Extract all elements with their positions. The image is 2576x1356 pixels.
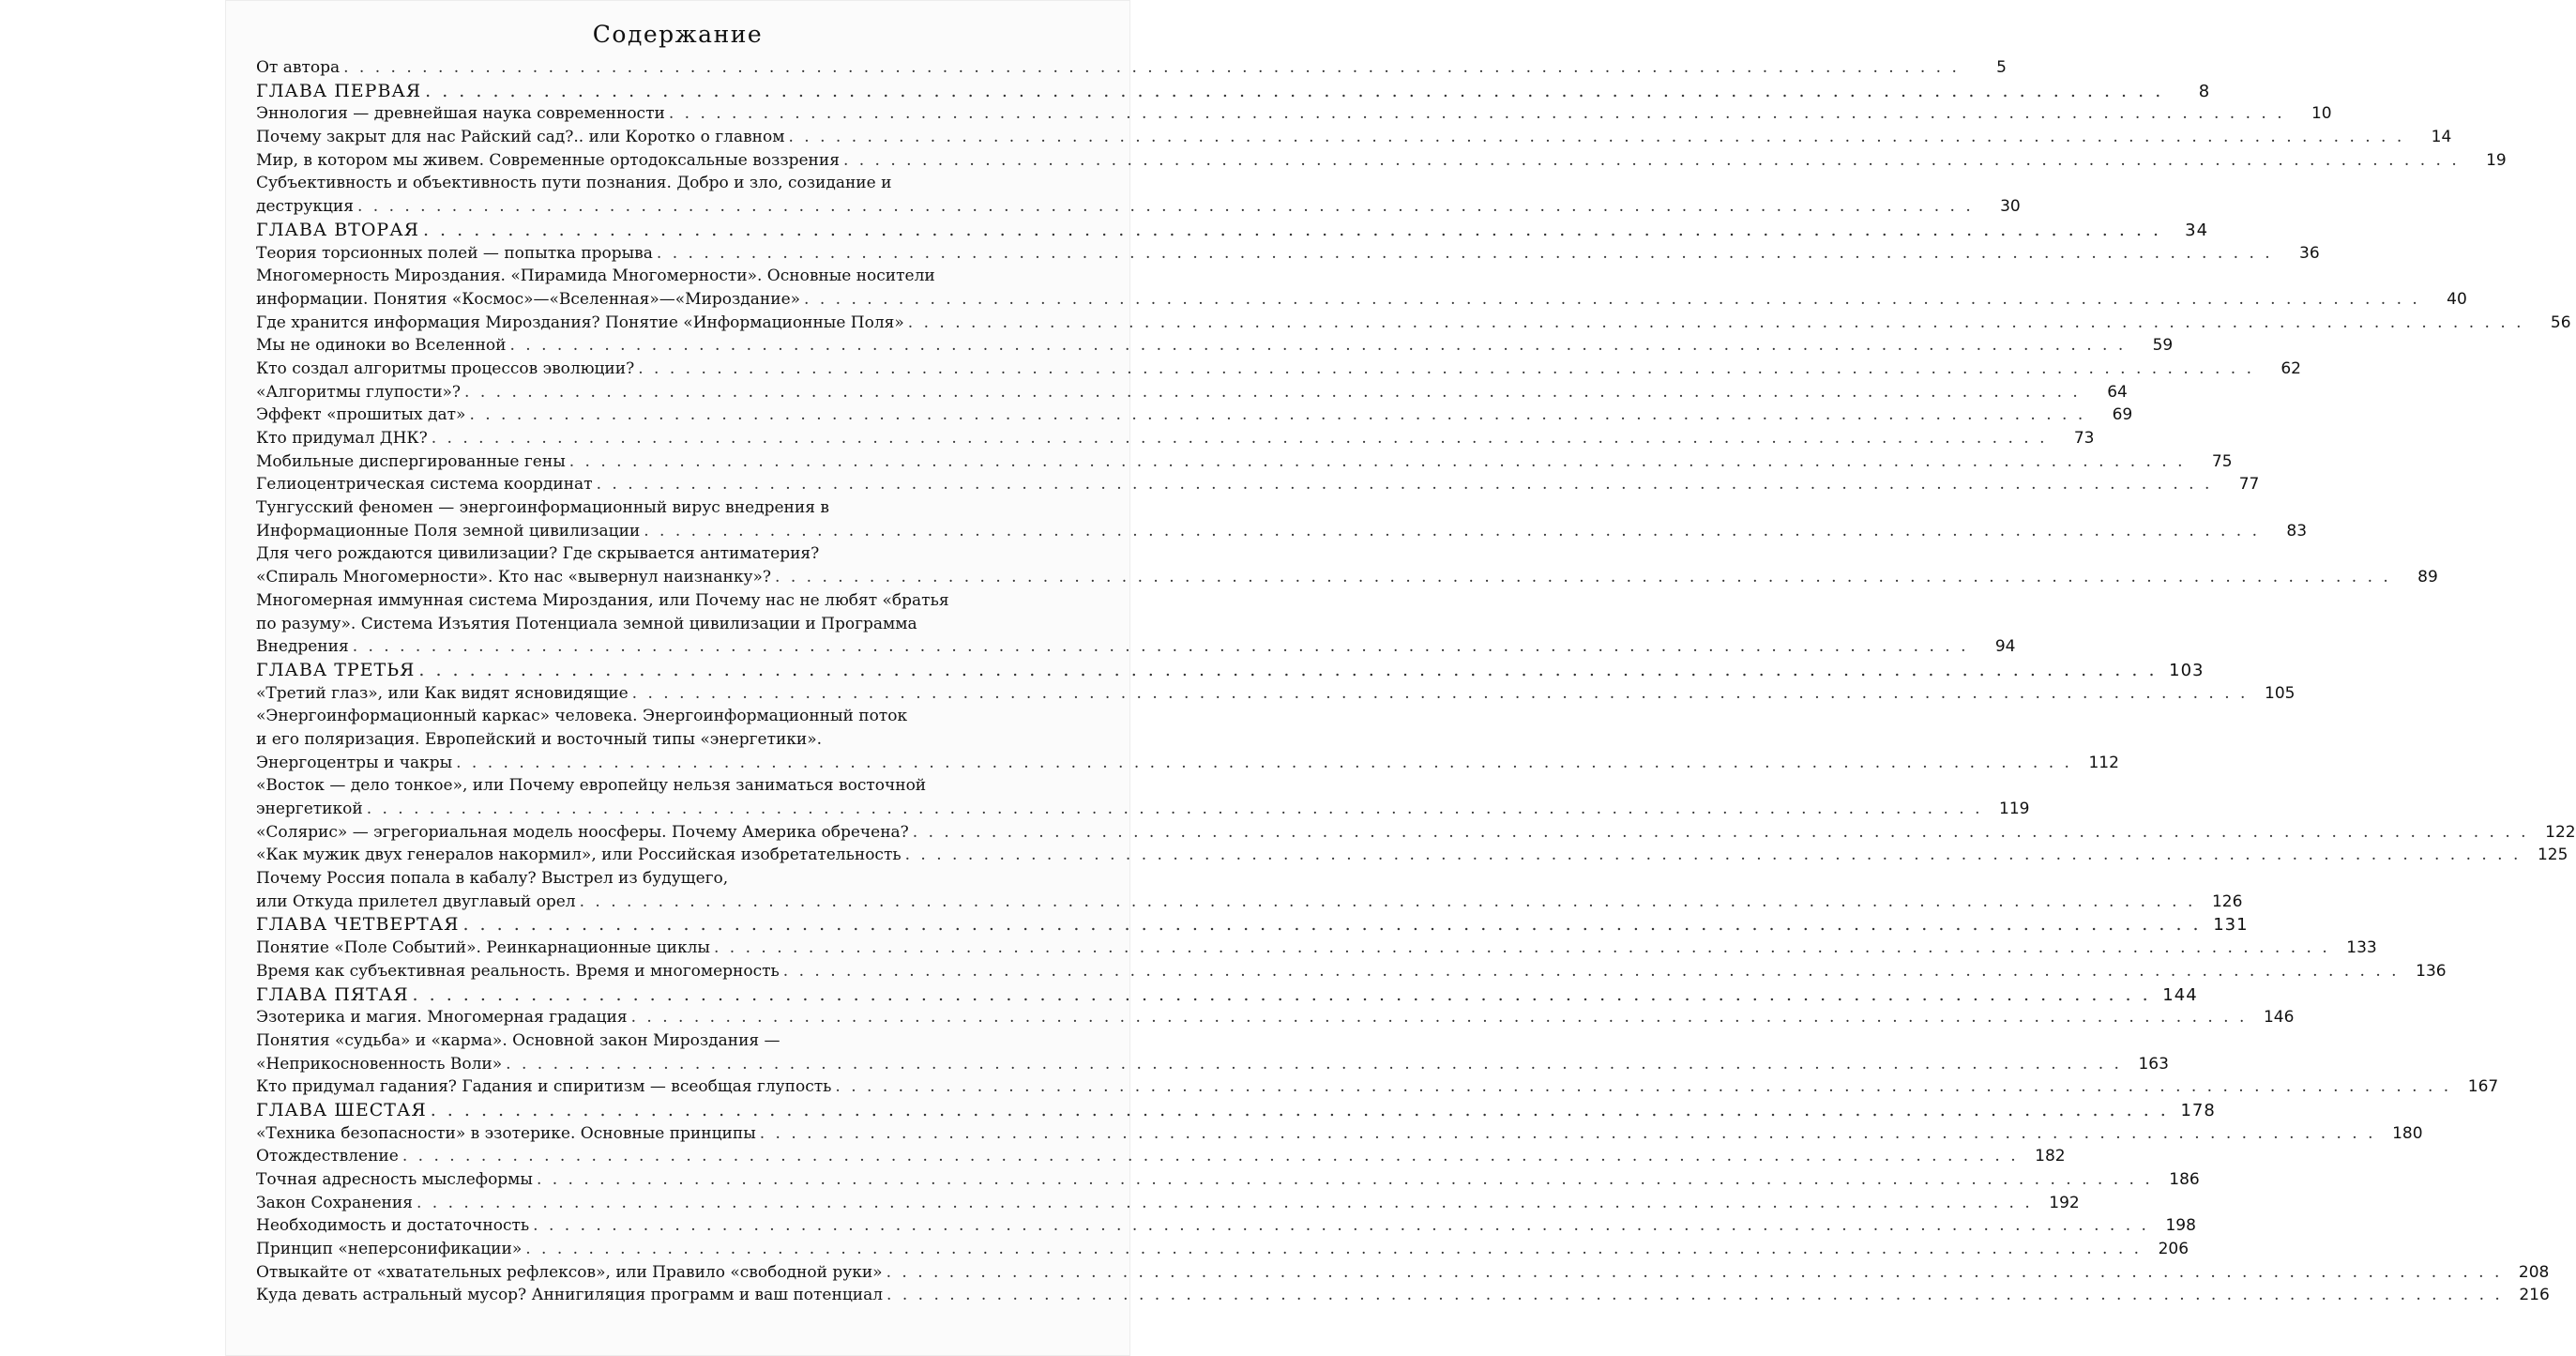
page-number: 136 bbox=[2416, 961, 2447, 981]
entry-title: Для чего рождаются цивилизации? Где скрывается антиматерия? bbox=[256, 544, 820, 564]
entry-title: «Восток — дело тонкое», или Почему европейцу нельзя заниматься восточной bbox=[256, 776, 927, 796]
dot-leader: . . . . . . . . . . . . . . . . . . . . . . . . . . . . . . . . . . . . . . . . . . . . . . . . . . . . . . . . . . . . . . . . . . . . . . . . . . . . . . . . . . . . . . . . . . . . . . . . . . . . . . . bbox=[430, 1099, 2169, 1120]
page-number: 83 bbox=[2286, 521, 2308, 541]
toc-line bbox=[256, 566, 2438, 589]
toc-entry bbox=[256, 172, 2021, 218]
toc-line bbox=[256, 102, 2332, 126]
entry-title: Точная адресность мыслеформы bbox=[256, 1170, 533, 1189]
toc-line bbox=[256, 1006, 2295, 1029]
toc-line bbox=[256, 381, 2128, 404]
toc-line bbox=[256, 496, 1070, 520]
entry-title: Понятие «Поле Событий». Реинкарнационные циклы bbox=[256, 938, 710, 958]
toc-line bbox=[256, 937, 2377, 960]
toc-entry bbox=[256, 937, 2377, 960]
dot-leader: . . . . . . . . . . . . . . . . . . . . . . . . . . . . . . . . . . . . . . . . . . . . . . . . . . . . . . . . . . . . . . . . . . . . . . . . . . . . . . . . . . . . . . . . . . . . . . . . . . . . . . . bbox=[366, 800, 1983, 818]
page-number: 19 bbox=[2486, 150, 2507, 170]
dot-leader: . . . . . . . . . . . . . . . . . . . . . . . . . . . . . . . . . . . . . . . . . . . . . . . . . . . . . . . . . . . . . . . . . . . . . . . . . . . . . . . . . . . . . . . . . . . . . . . . . . . . . . . bbox=[912, 822, 2529, 842]
dot-leader: . . . . . . . . . . . . . . . . . . . . . . . . . . . . . . . . . . . . . . . . . . . . . . . . . . . . . . . . . . . . . . . . . . . . . . . . . . . . . . . . . . . . . . . . . . . . . . . . . . . . . . . bbox=[644, 521, 2261, 541]
entry-title: информации. Понятия «Космос»—«Вселенная»—«Мироздание» bbox=[256, 289, 801, 309]
page-number: 14 bbox=[2431, 128, 2452, 147]
chapter-entry bbox=[256, 1099, 2216, 1122]
entry-title: Где хранится информация Мироздания? Понятие «Информационные Поля» bbox=[256, 312, 904, 332]
chapter-entry bbox=[256, 983, 2198, 1007]
toc-line bbox=[256, 1168, 2200, 1192]
toc-line bbox=[256, 312, 2571, 335]
dot-leader: . . . . . . . . . . . . . . . . . . . . . . . . . . . . . . . . . . . . . . . . . . . . . . . . . . . . . . . . . . . . . . . . . . . . . . . . . . . . . . . . . . . . . . . . . . . . . . . . . . . . . . . bbox=[804, 289, 2420, 309]
toc-line bbox=[256, 682, 2296, 706]
toc-entry bbox=[256, 358, 2301, 381]
toc-line bbox=[256, 752, 2119, 775]
toc-line bbox=[256, 542, 1070, 566]
entry-title: «Энергоинформационный каркас» человека. Энергоинформационный поток bbox=[256, 707, 908, 726]
toc-entry bbox=[256, 774, 2030, 820]
toc-line bbox=[256, 80, 2211, 103]
entry-title: Внедрения bbox=[256, 637, 349, 657]
dot-leader: . . . . . . . . . . . . . . . . . . . . . . . . . . . . . . . . . . . . . . . . . . . . . . . . . . . . . . . . . . . . . . . . . . . . . . . . . . . . . . . . . . . . . . . . . . . . . . . . . . . . . . . bbox=[412, 983, 2151, 1005]
toc-line bbox=[256, 913, 2249, 937]
page-number: 186 bbox=[2169, 1170, 2200, 1189]
dot-leader: . . . . . . . . . . . . . . . . . . . . . . . . . . . . . . . . . . . . . . . . . . . . . . . . . . . . . . . . . . . . . . . . . . . . . . . . . . . . . . . . . . . . . . . . . . . . . . . . . . . . . . . bbox=[759, 1123, 2376, 1143]
book-page bbox=[225, 0, 2576, 1356]
page-title: Содержание bbox=[592, 21, 764, 48]
toc-line bbox=[256, 56, 2007, 80]
entry-title: ГЛАВА ПЕРВАЯ bbox=[256, 80, 422, 101]
toc-line bbox=[256, 219, 2209, 242]
dot-leader: . . . . . . . . . . . . . . . . . . . . . . . . . . . . . . . . . . . . . . . . . . . . . . . . . . . . . . . . . . . . . . . . . . . . . . . . . . . . . . . . . . . . . . . . . . . . . . . . . . . . . . . bbox=[775, 568, 2391, 587]
entry-title: Тунгусский феномен — энергоинформационный вирус внедрения в bbox=[256, 498, 829, 518]
entry-title: «Неприкосновенность Воли» bbox=[256, 1054, 503, 1074]
toc-line bbox=[256, 798, 2030, 821]
dot-leader: . . . . . . . . . . . . . . . . . . . . . . . . . . . . . . . . . . . . . . . . . . . . . . . . . . . . . . . . . . . . . . . . . . . . . . . . . . . . . . . . . . . . . . . . . . . . . . . . . . . . . . . bbox=[533, 1216, 2149, 1236]
toc-line bbox=[256, 242, 2320, 266]
page-number: 30 bbox=[2000, 197, 2021, 217]
dot-leader: . . . . . . . . . . . . . . . . . . . . . . . . . . . . . . . . . . . . . . . . . . . . . . . . . . . . . . . . . . . . . . . . . . . . . . . . . . . . . . . . . . . . . . . . . . . . . . . . . . . . . . . bbox=[782, 961, 2400, 981]
toc-line bbox=[256, 1238, 2190, 1261]
toc-line bbox=[256, 705, 1070, 728]
page-number: 131 bbox=[2213, 915, 2249, 936]
toc-line bbox=[256, 1284, 2550, 1307]
page-number: 167 bbox=[2467, 1077, 2499, 1097]
page-number: 163 bbox=[2138, 1054, 2169, 1074]
toc-line bbox=[256, 172, 1070, 195]
entry-title: Субъективность и объективность пути познания. Добро и зло, созидание и bbox=[256, 174, 892, 193]
entry-title: энергетикой bbox=[256, 800, 363, 818]
chapter-entry bbox=[256, 80, 2211, 103]
toc-entry bbox=[256, 450, 2233, 474]
page-number: 180 bbox=[2392, 1123, 2423, 1143]
page-number: 192 bbox=[2049, 1193, 2080, 1212]
page-number: 105 bbox=[2265, 683, 2296, 703]
entry-title: Время как субъективная реальность. Время и многомерность bbox=[256, 961, 780, 981]
entry-title: Понятия «судьба» и «карма». Основной закон Мироздания — bbox=[256, 1030, 780, 1050]
page-number: 10 bbox=[2311, 104, 2332, 124]
toc-entry bbox=[256, 1075, 2499, 1099]
toc-entry bbox=[256, 496, 2308, 542]
entry-title: Отождествление bbox=[256, 1147, 399, 1166]
dot-leader: . . . . . . . . . . . . . . . . . . . . . . . . . . . . . . . . . . . . . . . . . . . . . . . . . . . . . . . . . . . . . . . . . . . . . . . . . . . . . . . . . . . . . . . . . . . . . . . . . . . . . . . bbox=[904, 846, 2522, 865]
page-number: 40 bbox=[2447, 289, 2467, 309]
toc-line bbox=[256, 195, 2021, 219]
toc-line bbox=[256, 1214, 2196, 1238]
page-number: 146 bbox=[2263, 1008, 2295, 1028]
toc-line bbox=[256, 1145, 2066, 1168]
dot-leader: . . . . . . . . . . . . . . . . . . . . . . . . . . . . . . . . . . . . . . . . . . . . . . . . . . . . . . . . . . . . . . . . . . . . . . . . . . . . . . . . . . . . . . . . . . . . . . . . . . . . . . . bbox=[425, 80, 2164, 101]
toc-line bbox=[256, 126, 2452, 149]
toc-entry bbox=[256, 1122, 2423, 1146]
toc-entry bbox=[256, 312, 2571, 335]
page-number: 73 bbox=[2073, 429, 2095, 448]
toc-entry bbox=[256, 867, 2243, 913]
toc-entry bbox=[256, 265, 2467, 311]
entry-title: Многомерная иммунная система Мироздания, или Почему нас не любят «братья bbox=[256, 590, 949, 610]
toc-entry bbox=[256, 1284, 2550, 1307]
dot-leader: . . . . . . . . . . . . . . . . . . . . . . . . . . . . . . . . . . . . . . . . . . . . . . . . . . . . . . . . . . . . . . . . . . . . . . . . . . . . . . . . . . . . . . . . . . . . . . . . . . . . . . . bbox=[356, 197, 1974, 217]
toc-line bbox=[256, 1075, 2499, 1099]
toc-line bbox=[256, 288, 2467, 312]
toc-line bbox=[256, 960, 2447, 983]
toc-line bbox=[256, 450, 2233, 474]
toc-entry bbox=[256, 427, 2095, 450]
dot-leader: . . . . . . . . . . . . . . . . . . . . . . . . . . . . . . . . . . . . . . . . . . . . . . . . . . . . . . . . . . . . . . . . . . . . . . . . . . . . . . . . . . . . . . . . . . . . . . . . . . . . . . . bbox=[788, 128, 2405, 147]
entry-title: деструкция bbox=[256, 197, 354, 217]
page-number: 208 bbox=[2518, 1262, 2550, 1282]
entry-title: Мир, в котором мы живем. Современные ортодоксальные воззрения bbox=[256, 150, 840, 170]
toc-line bbox=[256, 1053, 2169, 1076]
page-number: 144 bbox=[2162, 984, 2198, 1005]
entry-title: «Солярис» — эгрегориальная модель ноосферы. Почему Америка обречена? bbox=[256, 822, 909, 842]
toc-entry bbox=[256, 821, 2576, 845]
entry-title: Почему закрыт для нас Райский сад?.. или Коротко о главном bbox=[256, 128, 785, 147]
page-number: 112 bbox=[2088, 753, 2119, 772]
toc-entry bbox=[256, 334, 2174, 358]
dot-leader: . . . . . . . . . . . . . . . . . . . . . . . . . . . . . . . . . . . . . . . . . . . . . . . . . . . . . . . . . . . . . . . . . . . . . . . . . . . . . . . . . . . . . . . . . . . . . . . . . . . . . . . bbox=[418, 659, 2158, 680]
page-number: 216 bbox=[2519, 1286, 2550, 1305]
page-number: 94 bbox=[1994, 637, 2016, 657]
entry-title: Эффект «прошитых дат» bbox=[256, 405, 466, 425]
toc-entry bbox=[256, 1261, 2550, 1285]
toc-entry bbox=[256, 242, 2320, 266]
toc-line bbox=[256, 358, 2301, 381]
dot-leader: . . . . . . . . . . . . . . . . . . . . . . . . . . . . . . . . . . . . . . . . . . . . . . . . . . . . . . . . . . . . . . . . . . . . . . . . . . . . . . . . . . . . . . . . . . . . . . . . . . . . . . . bbox=[579, 891, 2196, 911]
toc-line bbox=[256, 613, 1070, 636]
toc-entry bbox=[256, 1145, 2066, 1168]
entry-title: или Откуда прилетел двуглавый орел bbox=[256, 891, 576, 911]
dot-leader: . . . . . . . . . . . . . . . . . . . . . . . . . . . . . . . . . . . . . . . . . . . . . . . . . . . . . . . . . . . . . . . . . . . . . . . . . . . . . . . . . . . . . . . . . . . . . . . . . . . . . . . bbox=[462, 914, 2202, 936]
entry-title: «Третий глаз», или Как видят ясновидящие bbox=[256, 683, 629, 703]
toc-entry bbox=[256, 1192, 2080, 1215]
dot-leader: . . . . . . . . . . . . . . . . . . . . . . . . . . . . . . . . . . . . . . . . . . . . . . . . . . . . . . . . . . . . . . . . . . . . . . . . . . . . . . . . . . . . . . . . . . . . . . . . . . . . . . . bbox=[842, 150, 2460, 170]
entry-title: Необходимость и достаточность bbox=[256, 1216, 530, 1236]
page-number: 62 bbox=[2281, 358, 2301, 378]
entry-title: ГЛАВА ШЕСТАЯ bbox=[256, 1099, 427, 1120]
dot-leader: . . . . . . . . . . . . . . . . . . . . . . . . . . . . . . . . . . . . . . . . . . . . . . . . . . . . . . . . . . . . . . . . . . . . . . . . . . . . . . . . . . . . . . . . . . . . . . . . . . . . . . . bbox=[630, 1008, 2248, 1028]
dot-leader: . . . . . . . . . . . . . . . . . . . . . . . . . . . . . . . . . . . . . . . . . . . . . . . . . . . . . . . . . . . . . . . . . . . . . . . . . . . . . . . . . . . . . . . . . . . . . . . . . . . . . . . bbox=[568, 451, 2186, 471]
entry-title: Закон Сохранения bbox=[256, 1193, 413, 1212]
dot-leader: . . . . . . . . . . . . . . . . . . . . . . . . . . . . . . . . . . . . . . . . . . . . . . . . . . . . . . . . . . . . . . . . . . . . . . . . . . . . . . . . . . . . . . . . . . . . . . . . . . . . . . . bbox=[631, 683, 2249, 703]
entry-title: Отвыкайте от «хватательных рефлексов», или Правило «свободной руки» bbox=[256, 1262, 883, 1282]
dot-leader: . . . . . . . . . . . . . . . . . . . . . . . . . . . . . . . . . . . . . . . . . . . . . . . . . . . . . . . . . . . . . . . . . . . . . . . . . . . . . . . . . . . . . . . . . . . . . . . . . . . . . . . bbox=[656, 243, 2273, 263]
page-number: 5 bbox=[1996, 58, 2007, 77]
toc-entry bbox=[256, 149, 2507, 173]
toc-line bbox=[256, 1029, 1070, 1053]
entry-title: Мы не одиноки во Вселенной bbox=[256, 336, 507, 356]
toc-entry bbox=[256, 56, 2007, 80]
dot-leader: . . . . . . . . . . . . . . . . . . . . . . . . . . . . . . . . . . . . . . . . . . . . . . . . . . . . . . . . . . . . . . . . . . . . . . . . . . . . . . . . . . . . . . . . . . . . . . . . . . . . . . . bbox=[668, 104, 2285, 124]
entry-title: Принцип «неперсонификации» bbox=[256, 1240, 523, 1259]
dot-leader: . . . . . . . . . . . . . . . . . . . . . . . . . . . . . . . . . . . . . . . . . . . . . . . . . . . . . . . . . . . . . . . . . . . . . . . . . . . . . . . . . . . . . . . . . . . . . . . . . . . . . . . bbox=[638, 358, 2254, 378]
dot-leader: . . . . . . . . . . . . . . . . . . . . . . . . . . . . . . . . . . . . . . . . . . . . . . . . . . . . . . . . . . . . . . . . . . . . . . . . . . . . . . . . . . . . . . . . . . . . . . . . . . . . . . . bbox=[431, 429, 2048, 448]
toc-entry bbox=[256, 1214, 2196, 1238]
toc-line bbox=[256, 891, 2243, 914]
toc-line bbox=[256, 983, 2198, 1007]
page-number: 103 bbox=[2169, 660, 2205, 680]
toc-line bbox=[256, 149, 2507, 173]
toc-line bbox=[256, 867, 1070, 891]
entry-title: ГЛАВА ЧЕТВЕРТАЯ bbox=[256, 914, 460, 936]
entry-title: Информационные Поля земной цивилизации bbox=[256, 521, 641, 541]
entry-title: «Как мужик двух генералов накормил», или Российская изобретательность bbox=[256, 846, 902, 865]
page-number: 8 bbox=[2198, 81, 2211, 101]
page-number: 125 bbox=[2537, 846, 2568, 865]
toc-line bbox=[256, 659, 2205, 682]
dot-leader: . . . . . . . . . . . . . . . . . . . . . . . . . . . . . . . . . . . . . . . . . . . . . . . . . . . . . . . . . . . . . . . . . . . . . . . . . . . . . . . . . . . . . . . . . . . . . . . . . . . . . . . bbox=[907, 312, 2524, 332]
page-number: 119 bbox=[1999, 800, 2030, 818]
entry-title: Кто создал алгоритмы процессов эволюции? bbox=[256, 358, 635, 378]
toc-entry bbox=[256, 1238, 2190, 1261]
toc-line bbox=[256, 821, 2576, 845]
toc-line bbox=[256, 728, 1070, 752]
page-number: 77 bbox=[2238, 475, 2260, 495]
page-number: 198 bbox=[2165, 1216, 2196, 1236]
page-number: 75 bbox=[2211, 451, 2233, 471]
dot-leader: . . . . . . . . . . . . . . . . . . . . . . . . . . . . . . . . . . . . . . . . . . . . . . . . . . . . . . . . . . . . . . . . . . . . . . . . . . . . . . . . . . . . . . . . . . . . . . . . . . . . . . . bbox=[506, 1054, 2122, 1074]
toc-entry bbox=[256, 1006, 2295, 1029]
entry-title: «Техника безопасности» в эзотерике. Основные принципы bbox=[256, 1123, 756, 1143]
dot-leader: . . . . . . . . . . . . . . . . . . . . . . . . . . . . . . . . . . . . . . . . . . . . . . . . . . . . . . . . . . . . . . . . . . . . . . . . . . . . . . . . . . . . . . . . . . . . . . . . . . . . . . . bbox=[416, 1193, 2033, 1212]
page-number: 206 bbox=[2158, 1240, 2190, 1259]
chapter-entry bbox=[256, 219, 2209, 242]
toc-entry bbox=[256, 473, 2260, 496]
chapter-entry bbox=[256, 659, 2205, 682]
dot-leader: . . . . . . . . . . . . . . . . . . . . . . . . . . . . . . . . . . . . . . . . . . . . . . . . . . . . . . . . . . . . . . . . . . . . . . . . . . . . . . . . . . . . . . . . . . . . . . . . . . . . . . . bbox=[464, 382, 2081, 402]
toc-line bbox=[256, 774, 1070, 798]
toc-line bbox=[256, 635, 2016, 659]
toc-entry bbox=[256, 1029, 2169, 1075]
dot-leader: . . . . . . . . . . . . . . . . . . . . . . . . . . . . . . . . . . . . . . . . . . . . . . . . . . . . . . . . . . . . . . . . . . . . . . . . . . . . . . . . . . . . . . . . . . . . . . . . . . . . . . . bbox=[469, 405, 2086, 425]
entry-title: Эзотерика и магия. Многомерная градация bbox=[256, 1008, 628, 1028]
toc-line bbox=[256, 265, 1070, 288]
entry-title: «Алгоритмы глупости»? bbox=[256, 382, 462, 402]
toc-entry bbox=[256, 126, 2452, 149]
page-number: 89 bbox=[2417, 568, 2438, 587]
entry-title: Эннология — древнейшая наука современности bbox=[256, 104, 665, 124]
dot-leader: . . . . . . . . . . . . . . . . . . . . . . . . . . . . . . . . . . . . . . . . . . . . . . . . . . . . . . . . . . . . . . . . . . . . . . . . . . . . . . . . . . . . . . . . . . . . . . . . . . . . . . . bbox=[422, 219, 2162, 240]
dot-leader: . . . . . . . . . . . . . . . . . . . . . . . . . . . . . . . . . . . . . . . . . . . . . . . . . . . . . . . . . . . . . . . . . . . . . . . . . . . . . . . . . . . . . . . . . . . . . . . . . . . . . . . bbox=[886, 1286, 2503, 1305]
entry-title: Гелиоцентрическая система координат bbox=[256, 475, 593, 495]
entry-title: Энергоцентры и чакры bbox=[256, 753, 453, 772]
toc-entry bbox=[256, 705, 2119, 774]
page-number: 69 bbox=[2112, 405, 2133, 425]
dot-leader: . . . . . . . . . . . . . . . . . . . . . . . . . . . . . . . . . . . . . . . . . . . . . . . . . . . . . . . . . . . . . . . . . . . . . . . . . . . . . . . . . . . . . . . . . . . . . . . . . . . . . . . bbox=[835, 1077, 2452, 1097]
dot-leader: . . . . . . . . . . . . . . . . . . . . . . . . . . . . . . . . . . . . . . . . . . . . . . . . . . . . . . . . . . . . . . . . . . . . . . . . . . . . . . . . . . . . . . . . . . . . . . . . . . . . . . . bbox=[509, 336, 2127, 356]
toc-line bbox=[256, 589, 1070, 613]
entry-title: Мобильные диспергированные гены bbox=[256, 451, 566, 471]
toc-line bbox=[256, 520, 2308, 543]
page-number: 34 bbox=[2185, 220, 2209, 240]
entry-title: Многомерность Мироздания. «Пирамида Многомерности». Основные носители bbox=[256, 267, 935, 286]
dot-leader: . . . . . . . . . . . . . . . . . . . . . . . . . . . . . . . . . . . . . . . . . . . . . . . . . . . . . . . . . . . . . . . . . . . . . . . . . . . . . . . . . . . . . . . . . . . . . . . . . . . . . . . bbox=[402, 1147, 2019, 1166]
entry-title: ГЛАВА ТРЕТЬЯ bbox=[256, 659, 416, 680]
page-number: 56 bbox=[2550, 312, 2571, 332]
entry-title: ГЛАВА ВТОРАЯ bbox=[256, 219, 419, 240]
dot-leader: . . . . . . . . . . . . . . . . . . . . . . . . . . . . . . . . . . . . . . . . . . . . . . . . . . . . . . . . . . . . . . . . . . . . . . . . . . . . . . . . . . . . . . . . . . . . . . . . . . . . . . . bbox=[456, 753, 2072, 772]
page-number: 122 bbox=[2545, 822, 2576, 842]
page-number: 133 bbox=[2346, 938, 2377, 958]
toc-line bbox=[256, 1192, 2080, 1215]
toc-entry bbox=[256, 381, 2128, 404]
dot-leader: . . . . . . . . . . . . . . . . . . . . . . . . . . . . . . . . . . . . . . . . . . . . . . . . . . . . . . . . . . . . . . . . . . . . . . . . . . . . . . . . . . . . . . . . . . . . . . . . . . . . . . . bbox=[352, 637, 1969, 657]
dot-leader: . . . . . . . . . . . . . . . . . . . . . . . . . . . . . . . . . . . . . . . . . . . . . . . . . . . . . . . . . . . . . . . . . . . . . . . . . . . . . . . . . . . . . . . . . . . . . . . . . . . . . . . bbox=[525, 1240, 2143, 1259]
toc-entry bbox=[256, 102, 2332, 126]
toc-line bbox=[256, 1099, 2216, 1122]
dot-leader: . . . . . . . . . . . . . . . . . . . . . . . . . . . . . . . . . . . . . . . . . . . . . . . . . . . . . . . . . . . . . . . . . . . . . . . . . . . . . . . . . . . . . . . . . . . . . . . . . . . . . . . bbox=[596, 475, 2213, 495]
toc-entry bbox=[256, 1168, 2200, 1192]
entry-title: ГЛАВА ПЯТАЯ bbox=[256, 983, 409, 1005]
toc-line bbox=[256, 1122, 2423, 1146]
toc-line bbox=[256, 404, 2133, 427]
toc-entry bbox=[256, 844, 2568, 867]
page-number: 126 bbox=[2211, 891, 2243, 911]
toc-line bbox=[256, 473, 2260, 496]
toc-entry bbox=[256, 542, 2438, 588]
toc-line bbox=[256, 844, 2568, 867]
toc-line bbox=[256, 427, 2095, 450]
entry-title: Куда девать астральный мусор? Аннигиляция программ и ваш потенциал bbox=[256, 1286, 884, 1305]
dot-leader: . . . . . . . . . . . . . . . . . . . . . . . . . . . . . . . . . . . . . . . . . . . . . . . . . . . . . . . . . . . . . . . . . . . . . . . . . . . . . . . . . . . . . . . . . . . . . . . . . . . . . . . bbox=[713, 938, 2330, 958]
toc-line bbox=[256, 334, 2174, 358]
page-number: 59 bbox=[2152, 336, 2174, 356]
toc-entry bbox=[256, 589, 2016, 659]
dot-leader: . . . . . . . . . . . . . . . . . . . . . . . . . . . . . . . . . . . . . . . . . . . . . . . . . . . . . . . . . . . . . . . . . . . . . . . . . . . . . . . . . . . . . . . . . . . . . . . . . . . . . . . bbox=[536, 1170, 2153, 1189]
dot-leader: . . . . . . . . . . . . . . . . . . . . . . . . . . . . . . . . . . . . . . . . . . . . . . . . . . . . . . . . . . . . . . . . . . . . . . . . . . . . . . . . . . . . . . . . . . . . . . . . . . . . . . . bbox=[343, 58, 1960, 77]
entry-title: От автора bbox=[256, 58, 341, 77]
page-number: 64 bbox=[2107, 382, 2128, 402]
dot-leader: . . . . . . . . . . . . . . . . . . . . . . . . . . . . . . . . . . . . . . . . . . . . . . . . . . . . . . . . . . . . . . . . . . . . . . . . . . . . . . . . . . . . . . . . . . . . . . . . . . . . . . . bbox=[886, 1262, 2503, 1282]
toc-entry bbox=[256, 682, 2296, 706]
toc-line bbox=[256, 1261, 2550, 1285]
entry-title: по разуму». Система Изъятия Потенциала земной цивилизации и Программа bbox=[256, 614, 917, 633]
entry-title: «Спираль Многомерности». Кто нас «вывернул наизнанку»? bbox=[256, 568, 772, 587]
table-of-contents bbox=[256, 56, 2576, 1307]
toc-entry bbox=[256, 404, 2133, 427]
toc-entry bbox=[256, 960, 2447, 983]
entry-title: Почему Россия попала в кабалу? Выстрел из будущего, bbox=[256, 869, 729, 889]
entry-title: и его поляризация. Европейский и восточный типы «энергетики». bbox=[256, 729, 823, 749]
entry-title: Кто придумал ДНК? bbox=[256, 429, 428, 448]
entry-title: Теория торсионных полей — попытка прорыва bbox=[256, 243, 653, 263]
page-number: 178 bbox=[2180, 1100, 2216, 1120]
page-number: 36 bbox=[2299, 243, 2320, 263]
page-number: 182 bbox=[2035, 1147, 2066, 1166]
entry-title: Кто придумал гадания? Гадания и спиритизм — всеобщая глупость bbox=[256, 1077, 832, 1097]
chapter-entry bbox=[256, 913, 2249, 937]
